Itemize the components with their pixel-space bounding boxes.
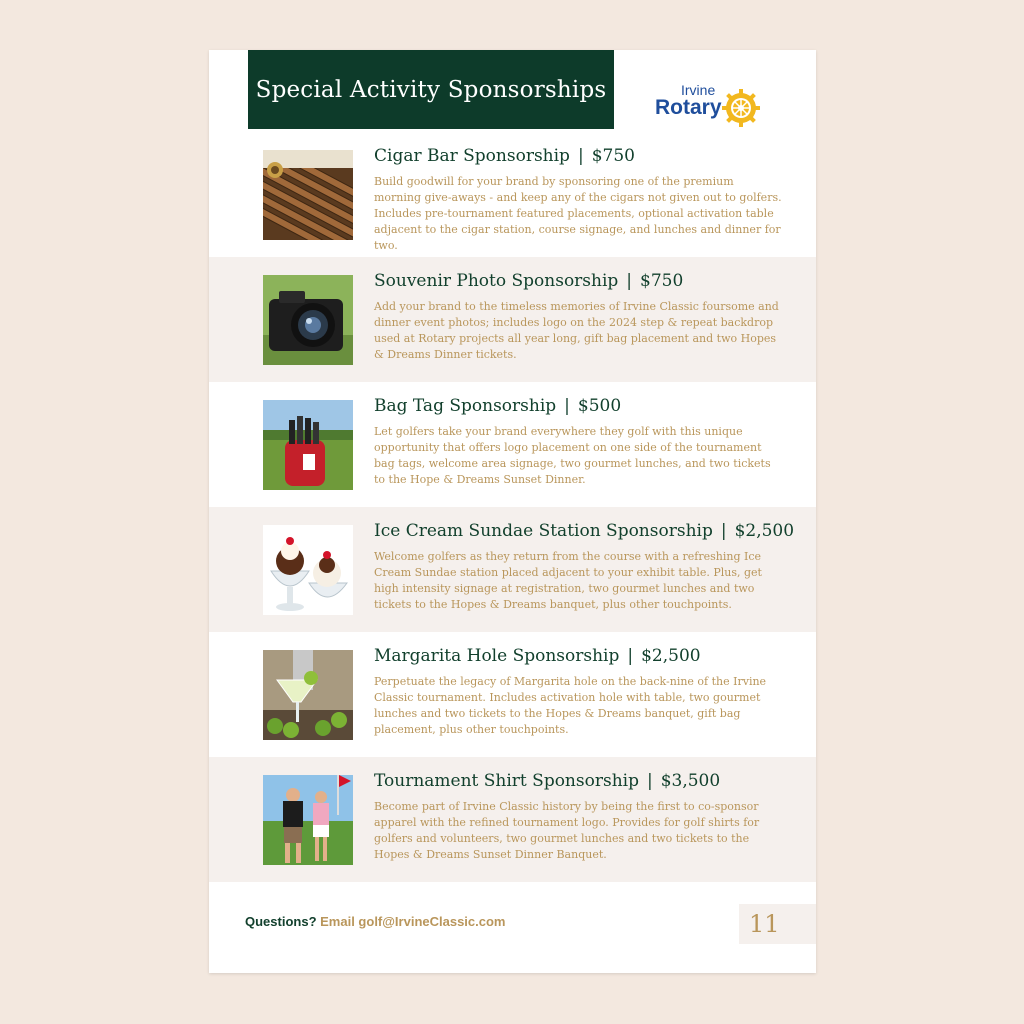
sponsorship-title <box>374 396 804 416</box>
margarita-image <box>263 650 353 740</box>
sponsorship-name: Bag Tag Sponsorship <box>374 396 557 416</box>
logo-line-irvine: Irvine <box>681 82 716 98</box>
sponsorship-name: Margarita Hole Sponsorship <box>374 646 620 666</box>
sponsorship-name: Tournament Shirt Sponsorship <box>374 771 639 791</box>
sponsorship-description: Welcome golfers as they return from the course with a refreshing Ice Cream Sundae station placed adjacent to your exhibit table. Plus, get high intensity signage at registration, two gourmet lunches and two tickets to the Hopes & Dreams banquet, plus other touchpoints. <box>374 550 762 611</box>
sponsorship-description: Add your brand to the timeless memories of Irvine Classic foursome and dinner event photos; includes logo on the 2024 step & repeat backdrop used at Rotary projects all year long, gift bag placement and two Hopes & Dreams Dinner tickets. <box>374 300 779 361</box>
irvine-rotary-logo <box>655 80 765 132</box>
sponsorship-name: Ice Cream Sundae Station Sponsorship <box>374 521 713 541</box>
sponsorship-title <box>374 271 804 291</box>
golf-bag-image <box>263 400 353 490</box>
camera-image <box>263 275 353 365</box>
title-separator: | <box>626 271 633 291</box>
sponsorship-item-ice-cream-sundae <box>209 507 816 632</box>
sponsorship-price: $750 <box>640 271 684 291</box>
sponsorship-title <box>374 521 804 541</box>
sponsorship-title <box>374 146 804 166</box>
sponsorship-description: Let golfers take your brand everywhere they golf with this unique opportunity that offers logo placement on one side of the tournament bag tags, welcome area signage, two gourmet lunches, and two tickets to the Hope & Dreams Sunset Dinner. <box>374 425 771 486</box>
title-separator: | <box>627 646 634 666</box>
cigar-box-image <box>263 150 353 240</box>
brochure-page <box>209 50 816 973</box>
sponsorship-price: $3,500 <box>660 771 721 791</box>
title-separator: | <box>646 771 653 791</box>
logo-line-rotary: Rotary <box>655 96 722 119</box>
title-separator: | <box>720 521 727 541</box>
sponsorship-description: Become part of Irvine Classic history by being the first to co-sponsor apparel with the refined tournament logo. Provides for golf shirts for golfers and volunteers, two gourmet lunches and two tickets to the Hopes & Dreams Sunset Dinner Banquet. <box>374 800 760 861</box>
sponsorship-item-souvenir-photo <box>209 257 816 382</box>
sponsorship-name: Cigar Bar Sponsorship <box>374 146 570 166</box>
ice-cream-sundae-image <box>263 525 353 615</box>
title-separator: | <box>577 146 584 166</box>
footer-email-link[interactable]: Email golf@IrvineClassic.com <box>320 914 506 929</box>
sponsorship-title <box>374 646 804 666</box>
sponsorship-item-bag-tag <box>209 382 816 507</box>
sponsorship-item-margarita-hole <box>209 632 816 757</box>
sponsorship-description: Perpetuate the legacy of Margarita hole on the back-nine of the Irvine Classic tournament. Includes activation hole with table, two gourmet lunches and two tickets to the Hopes & Dreams banquet, gift bag placement, plus other touchpoints. <box>374 675 767 736</box>
sponsorship-price: $750 <box>591 146 635 166</box>
golfers-image <box>263 775 353 865</box>
sponsorship-title <box>374 771 804 791</box>
page-title: Special Activity Sponsorships <box>248 50 614 129</box>
sponsorship-price: $2,500 <box>641 646 701 666</box>
sponsorship-price: $500 <box>577 396 622 416</box>
footer-contact <box>245 914 506 929</box>
sponsorship-description: Build goodwill for your brand by sponsoring one of the premium morning give-aways - and keep any of the cigars not given out to golfers. Includes pre-tournament featured placements, optional activation table adjacent to the cigar station, course signage, and lunches and dinner for two. <box>374 175 782 252</box>
sponsorship-item-cigar-bar <box>209 132 816 257</box>
sponsorship-item-tournament-shirt <box>209 757 816 882</box>
rotary-wheel-icon <box>721 88 761 128</box>
sponsorship-price: $2,500 <box>734 521 795 541</box>
sponsorship-name: Souvenir Photo Sponsorship <box>374 271 619 291</box>
footer-question-label: Questions? <box>245 914 317 929</box>
title-separator: | <box>564 396 570 416</box>
page-number: 11 <box>739 904 816 944</box>
